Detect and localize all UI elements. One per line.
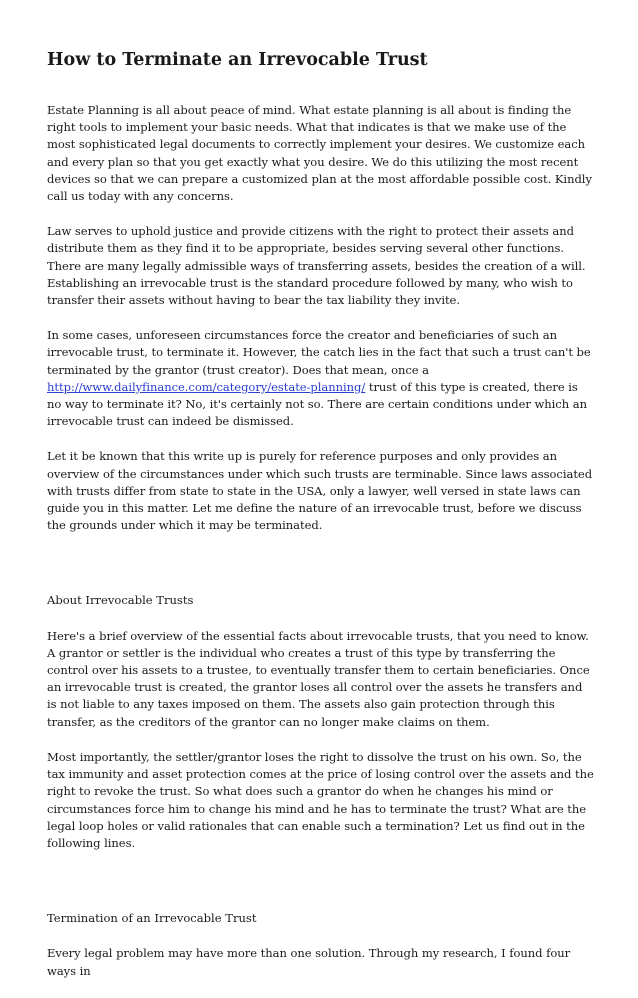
paragraph-intro: Estate Planning is all about peace of mind. What estate planning is all about is finding the right tools to implement your basic needs. What that indicates is that we make use of the most sophisticated legal documents to correctly implement your desires. We customize each and every plan so that you get exactly what you desire. We do this utilizing the most recent devices so that we can prepare a customized plan at the most affordable possible cost. Kindly call us today with any concerns. <box>47 103 592 204</box>
paragraph-legal-problem: Every legal problem may have more than one solution. Through my research, I found four ways in <box>47 946 571 978</box>
paragraph-overview: Here's a brief overview of the essential facts about irrevocable trusts, that you need to know. A grantor or settler is the individual who creates a trust of this type by transferring the control over his assets to a trustee, to eventually transfer them to certain beneficiaries. Once an irrevocable trust is created, the grantor loses all control over the assets he transfers and is not liable to any taxes imposed on them. The assets also gain protection through this transfer, as the creditors of the grantor can no longer make claims on them. <box>47 628 590 729</box>
section-spacer <box>47 870 595 910</box>
paragraph-law: Law serves to uphold justice and provide citizens with the right to protect their assets and distribute them as they find it to be appropriate, besides serving several other functions. There are many legally admissible ways of transferring assets, besides the creation of a will. Establishing an irrevocable trust is the standard procedure followed by many, who wish to transfer their assets without having to bear the tax liability they invite. <box>47 224 586 308</box>
section-spacer <box>47 552 595 592</box>
section-heading-termination: Termination of an Irrevocable Trust <box>47 911 257 926</box>
paragraph-importantly: Most importantly, the settler/grantor loses the right to dissolve the trust on his own. So, the tax immunity and asset protection comes at the price of losing control over the assets and the right to revoke the trust. So what does such a grantor do when he changes his mind or circumstances force him to change his mind and he has to terminate the trust? What are the legal loop holes or valid rationales that can enable such a termination? Let us find out in the following lines. <box>47 749 594 850</box>
paragraph-unforeseen-before: In some cases, unforeseen circumstances force the creator and beneficiaries of such an irrevocable trust, to terminate it. However, the catch lies in the fact that such a trust can't be terminated by the grantor (trust creator). Does that mean, once a <box>47 328 591 377</box>
document-page <box>47 48 595 998</box>
section-heading-about: About Irrevocable Trusts <box>47 593 194 608</box>
estate-planning-link[interactable]: http://www.dailyfinance.com/category/estate-planning/ <box>47 379 366 394</box>
paragraph-unforeseen-after: trust of this type is created, there is no way to terminate it? No, it's certainly not so. There are certain conditions under which an irrevocable trust can indeed be dismissed. <box>47 379 587 429</box>
page-title: How to Terminate an Irrevocable Trust <box>47 50 428 70</box>
paragraph-unforeseen <box>47 327 595 430</box>
paragraph-disclaimer: Let it be known that this write up is purely for reference purposes and only provides an overview of the circumstances under which such trusts are terminable. Since laws associated with trusts differ from state to state in the USA, only a lawyer, well versed in state laws can guide you in this matter. Let me define the nature of an irrevocable trust, before we discuss the grounds under which it may be terminated. <box>47 449 593 533</box>
